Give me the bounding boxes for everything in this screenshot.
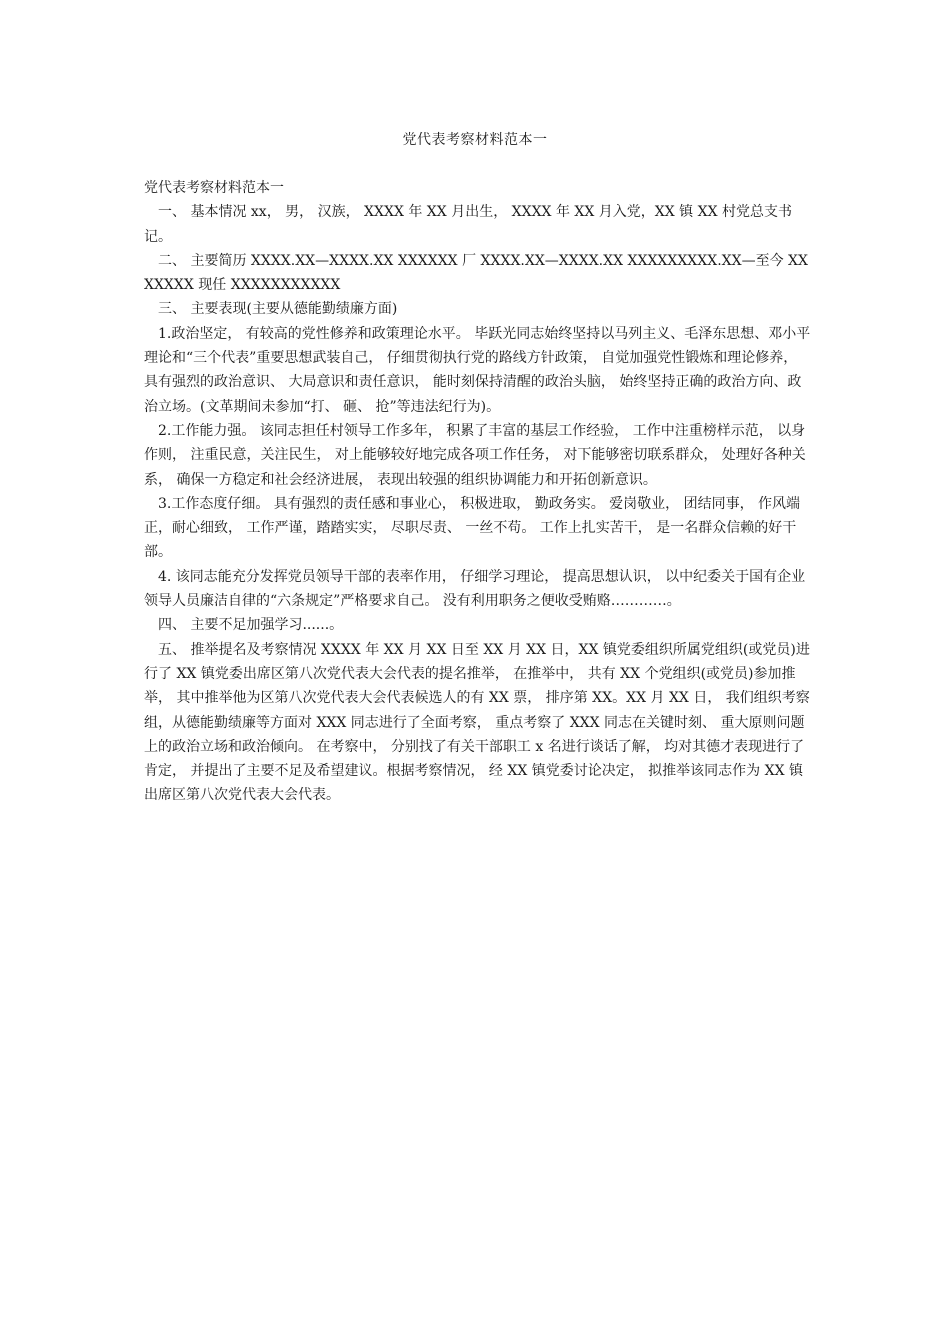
document-title: 党代表考察材料范本一 <box>402 132 548 148</box>
paragraph-shortcomings: 四、 主要不足加强学习......。 <box>158 617 344 634</box>
paragraph-performance-heading: 三、 主要表现(主要从德能勤绩廉方面) <box>158 301 398 318</box>
paragraph-basic-info: 一、 基本情况 xx， 男， 汉族， XXXX 年 XX 月出生， XXXX 年 XX 月入党，XX 镇 XX 村党总支书记。 <box>144 204 793 245</box>
paragraph-integrity: 4. 该同志能充分发挥党员领导干部的表率作用， 仔细学习理论， 提高思想认识， 以中纪委关于国有企业领导人员廉洁自律的“六条规定”严格要求自己。 没有利用职务之便收受贿赂…………。 <box>144 568 806 610</box>
document-heading: 党代表考察材料范本一 <box>144 180 284 196</box>
paragraph-resume: 二、 主要简历 XXXX.XX—XXXX.XX XXXXXX 厂 XXXX.XX—XXXX.XX XXXXXXXXX.XX—至今 XXXXXXX 现任 XXXXXXXXXXX <box>144 252 808 294</box>
paragraph-attitude: 3.工作态度仔细。 具有强烈的责任感和事业心， 积极进取， 勤政务实。 爱岗敬业， 团结同事， 作风端正，耐心细致， 工作严谨，踏踏实实， 尽职尽责、 一丝不苟。 工作上扎实苦干， 是一名群众信赖的好干部。 <box>144 495 801 561</box>
document-body <box>144 176 812 808</box>
paragraph-ability: 2.工作能力强。 该同志担任村领导工作多年， 积累了丰富的基层工作经验， 工作中注重榜样示范， 以身作则， 注重民意，关注民生， 对上能够较好地完成各项工作任务， 对下能够密切联系群众， 处理好各种关系， 确保一方稳定和社会经济进展， 表现出较强的组织协调能力和开拓创新意识。 <box>144 422 806 488</box>
paragraph-nomination: 五、 推举提名及考察情况 XXXX 年 XX 月 XX 日至 XX 月 XX 日，XX 镇党委组织所属党组织(或党员)进行了 XX 镇党委出席区第八次党代表大会代表的提名推举， 在推举中， 共有 XX 个党组织(或党员)参加推举， 其中推举他为区第八次党代表大会代表候选人的有 XX 票， 排序第 XX。XX 月 XX 日， 我们组织考察组，从德能勤绩廉等方面对 XXX 同志进行了全面考察， 重点考察了 XXX 同志在关键时刻、 重大原则问题上的政治立场和政治倾向。 在考察中， 分别找了有关干部职工 x 名进行谈话了解， 均对其德才表现进行了肯定， 并提出了主要不足及希望建议。根据考察情况， 经 XX 镇党委讨论决定， 拟推举该同志作为 XX 镇出席区第八次党代表大会代表。 <box>144 641 810 804</box>
paragraph-political: 1.政治坚定， 有较高的党性修养和政策理论水平。 毕跃光同志始终坚持以马列主义、毛泽东思想、邓小平理论和“三个代表”重要思想武装自己， 仔细贯彻执行党的路线方针政策， 自觉加强党性锻炼和理论修养， 具有强烈的政治意识、 大局意识和责任意识， 能时刻保持清醒的政治头脑， 始终坚持正确的政治方向、政治立场。(文革期间未参加“打、 砸、 抢”等违法纪行为)。 <box>144 325 811 415</box>
